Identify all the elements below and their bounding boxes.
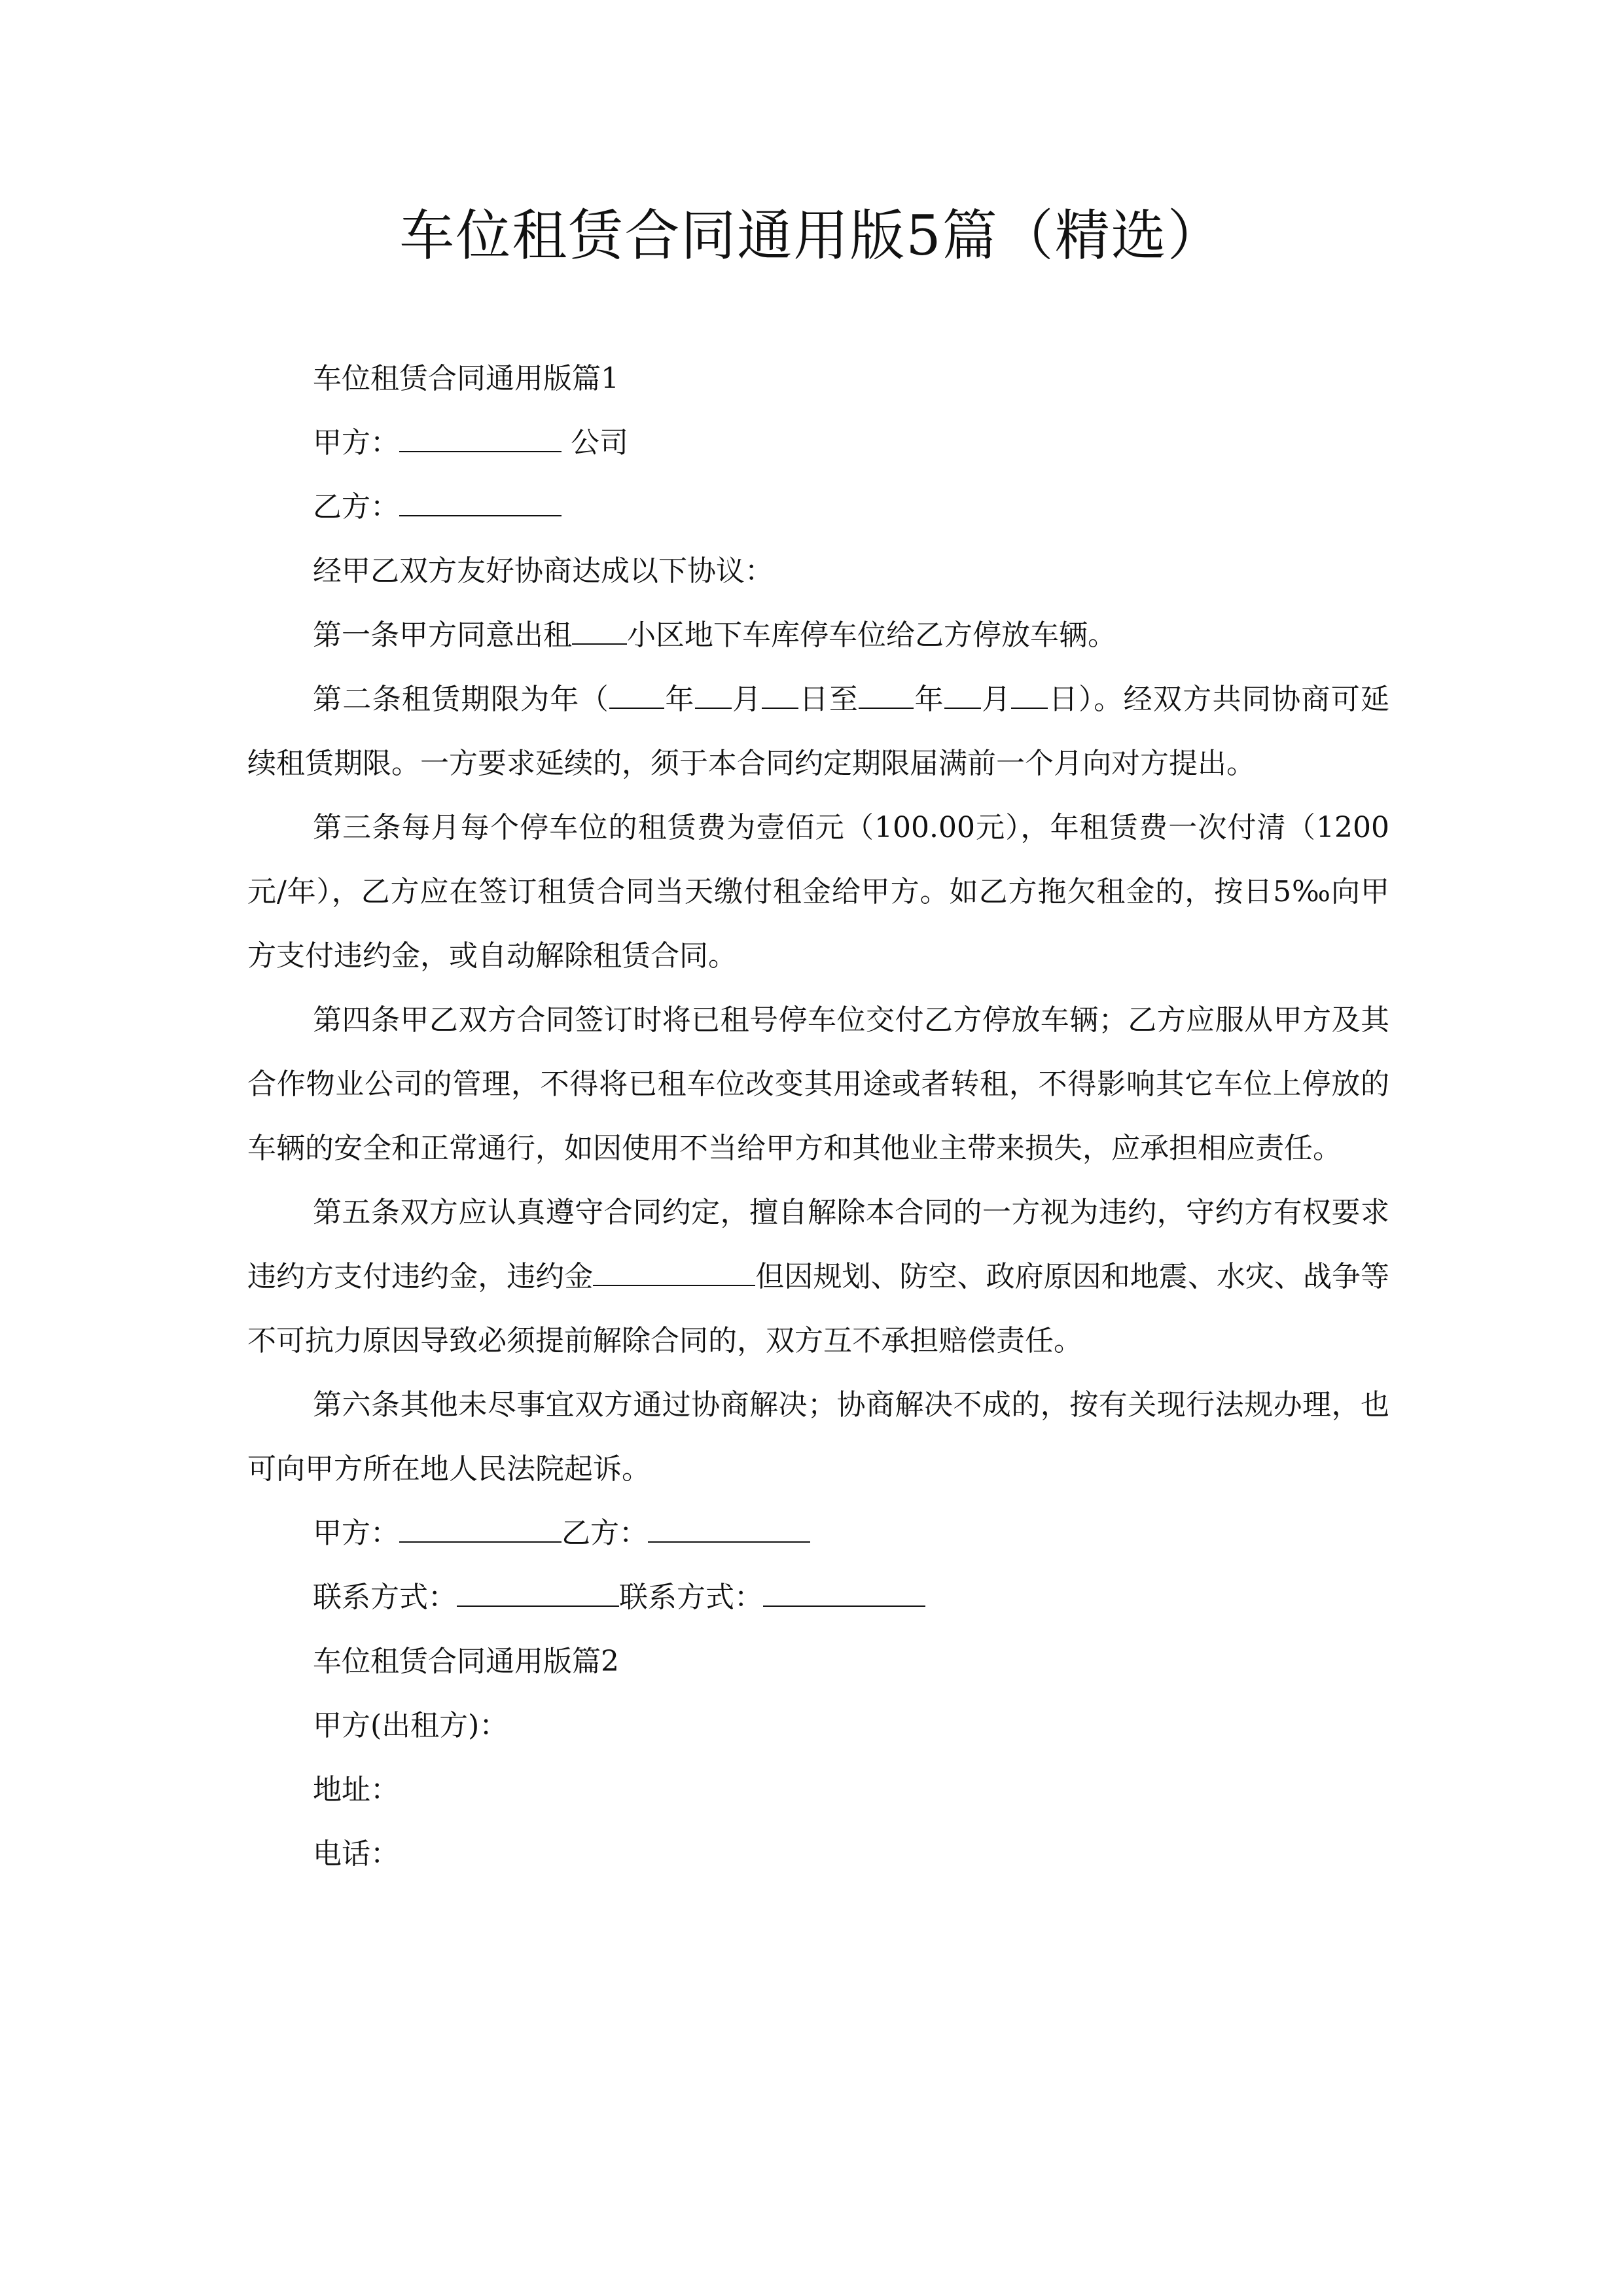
party-a-blank <box>399 425 562 452</box>
article-3: 第三条每月每个停车位的租赁费为壹佰元（100.00元），年租赁费一次付清（1200元/年），乙方应在签订租赁合同当天缴付租金给甲方。如乙方拖欠租金的，按日5‰向甲方支付违约金，或自动解除租赁合同。 <box>247 811 1389 973</box>
phone-line: 电话： <box>313 1837 399 1871</box>
party-b-line: 乙方： <box>247 475 1389 539</box>
contact-line: 联系方式： 联系方式： <box>247 1566 1389 1630</box>
article-6: 第六条其他未尽事宜双方通过协商解决；协商解决不成的，按有关现行法规办理，也可向甲方所在地人民法院起诉。 <box>247 1388 1389 1486</box>
document-title: 车位租赁合同通用版5篇（精选） <box>399 204 1224 268</box>
penalty-blank <box>593 1259 755 1286</box>
start-month-blank <box>695 681 732 709</box>
signature-line: 甲方： 乙方： <box>247 1501 1389 1566</box>
address-line: 地址： <box>313 1773 399 1806</box>
contact-b-blank <box>763 1579 925 1607</box>
article-4: 第四条甲乙双方合同签订时将已租号停车位交付乙方停放车辆；乙方应服从甲方及其合作物业公司的管理，不得将已租车位改变其用途或者转租，不得影响其它车位上停放的车辆的安全和正常通行，如因使用不当给甲方和其他业主带来损失，应承担相应责任。 <box>247 1003 1389 1165</box>
contact-a-blank <box>457 1579 619 1607</box>
end-year-blank <box>859 681 914 709</box>
intro-line: 经甲乙双方友好协商达成以下协议： <box>313 554 774 588</box>
section-heading-2: 车位租赁合同通用版篇2 <box>313 1645 619 1678</box>
document-body <box>247 347 1389 1886</box>
lessor-line: 甲方(出租方)： <box>313 1709 508 1742</box>
sign-party-b-blank <box>648 1515 810 1543</box>
party-a-line: 甲方： 公司 <box>313 426 628 459</box>
start-day-blank <box>762 681 798 709</box>
sign-party-a-blank <box>399 1515 562 1543</box>
article-2: 第二条租赁期限为年（ 年 月 日至 年 月 日）。经双方共同协商可延续租赁期限。一方要求延续的，须于本合同约定期限届满前一个月向对方提出。 <box>247 683 1390 780</box>
party-b-blank <box>399 489 562 516</box>
end-day-blank <box>1011 681 1048 709</box>
community-blank <box>572 617 627 645</box>
section-heading-1: 车位租赁合同通用版篇1 <box>313 362 619 395</box>
end-month-blank <box>944 681 981 709</box>
article-1: 第一条甲方同意出租 小区地下车库停车位给乙方停放车辆。 <box>313 619 1116 652</box>
article-5: 第五条双方应认真遵守合同约定，擅自解除本合同的一方视为违约，守约方有权要求违约方支付违约金，违约金 但因规划、防空、政府原因和地震、水灾、战争等不可抗力原因导致必须提前解除合同的，双方互不承担赔偿责任。 <box>247 1196 1390 1357</box>
start-year-blank <box>609 681 664 709</box>
